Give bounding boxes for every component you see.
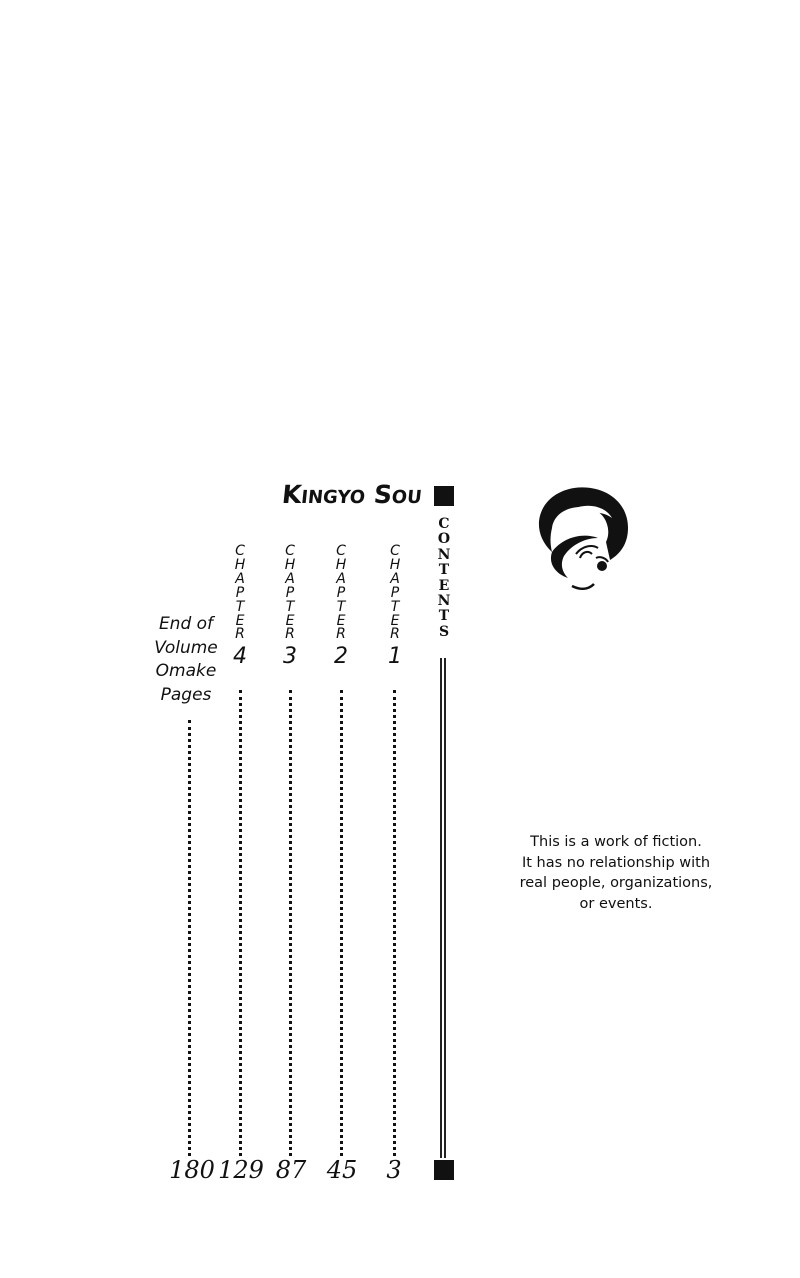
dotted-leader-chapter-1 bbox=[393, 690, 396, 1156]
square-marker-top bbox=[434, 486, 454, 506]
chapter-number: 1 bbox=[388, 644, 402, 670]
page-number-omake: 180 bbox=[169, 1156, 215, 1184]
chapter-number: 3 bbox=[283, 644, 297, 670]
contents-letter: T bbox=[438, 562, 450, 579]
square-marker-bottom bbox=[434, 1160, 454, 1180]
chapter-entry-1[interactable] bbox=[383, 545, 407, 668]
series-title: Kingyo Sou bbox=[280, 480, 424, 509]
dotted-leader-chapter-4 bbox=[239, 690, 242, 1156]
chapter-entry-2[interactable] bbox=[329, 545, 353, 668]
chapter-number: 4 bbox=[233, 644, 247, 670]
contents-rule bbox=[440, 658, 442, 1158]
chapter-word: C H A P T E R bbox=[389, 543, 401, 643]
contents-label bbox=[430, 517, 458, 640]
contents-letter: O bbox=[437, 531, 451, 548]
contents-letter: S bbox=[438, 623, 450, 640]
contents-letter: N bbox=[437, 546, 451, 563]
contents-letter: E bbox=[438, 577, 450, 594]
dotted-leader-chapter-2 bbox=[340, 690, 343, 1156]
end-of-volume-line: Omake bbox=[155, 661, 217, 681]
contents-letter: N bbox=[437, 593, 451, 610]
disclaimer-line: It has no relationship with bbox=[521, 854, 711, 871]
chapter-word: C H A P T E R bbox=[234, 543, 246, 643]
chapter-word: C H A P T E R bbox=[284, 543, 296, 643]
disclaimer bbox=[498, 832, 734, 914]
disclaimer-line: real people, organizations, bbox=[519, 875, 713, 891]
page-number-chapter-2: 45 bbox=[326, 1156, 358, 1184]
end-of-volume-line: Pages bbox=[160, 684, 212, 705]
chapter-number: 2 bbox=[334, 644, 348, 670]
chapter-word: C H A P T E R bbox=[335, 543, 347, 643]
page-number-chapter-3: 87 bbox=[275, 1156, 307, 1184]
disclaimer-line: This is a work of fiction. bbox=[530, 834, 702, 850]
goldfish-swirl-logo-icon bbox=[532, 482, 632, 594]
disclaimer-line: or events. bbox=[579, 895, 653, 912]
contents-letter: C bbox=[438, 516, 450, 532]
contents-letter: T bbox=[438, 608, 450, 625]
page-number-chapter-1: 3 bbox=[386, 1156, 402, 1184]
chapter-entry-3[interactable] bbox=[278, 545, 302, 668]
page-number-chapter-4: 129 bbox=[218, 1156, 264, 1184]
contents-rule bbox=[444, 658, 446, 1158]
end-of-volume-line: End of bbox=[158, 614, 214, 634]
end-of-volume-line: Volume bbox=[154, 637, 218, 658]
dotted-leader-chapter-3 bbox=[289, 690, 292, 1156]
dotted-leader-omake bbox=[188, 720, 191, 1156]
end-of-volume-label[interactable] bbox=[140, 613, 232, 707]
